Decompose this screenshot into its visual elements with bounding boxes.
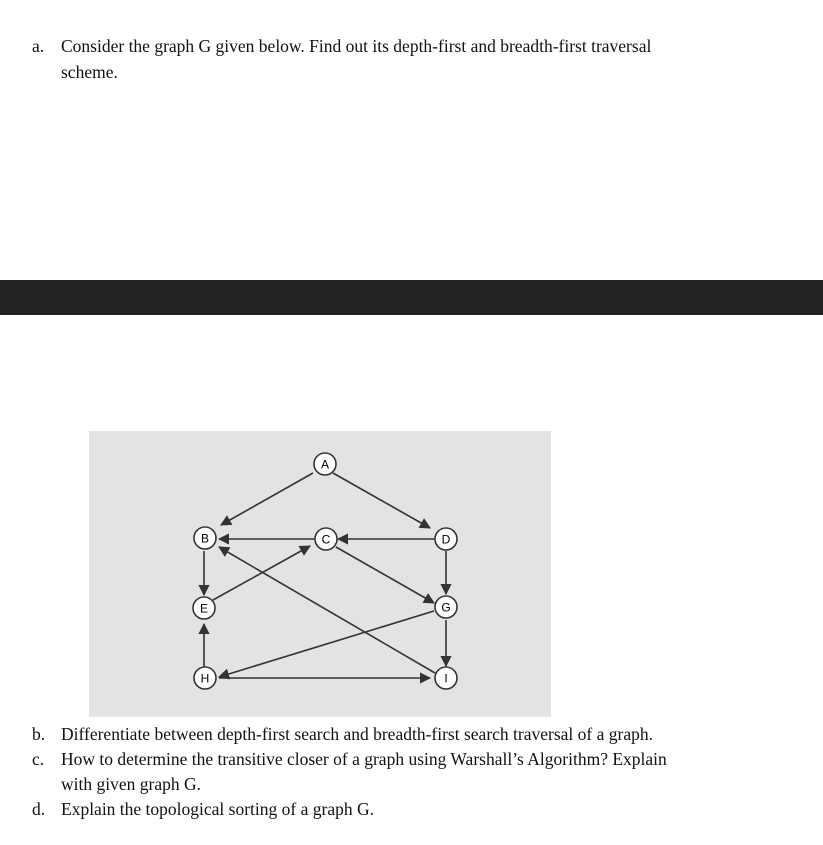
question-a-marker: a. <box>32 36 45 56</box>
node-b <box>194 527 216 549</box>
edge-a-b <box>221 473 313 525</box>
graph-figure <box>89 431 551 717</box>
question-a-text: Consider the graph G given below. Find out its depth-first and breadth-first traversal <box>61 36 652 56</box>
node-a <box>314 453 336 475</box>
edge-c-g <box>336 547 434 603</box>
question-c-text-continued: with given graph G. <box>61 774 201 794</box>
node-h-label: H <box>200 671 210 686</box>
dark-separator-band <box>0 280 823 315</box>
node-d <box>435 528 457 550</box>
question-d-text: Explain the topological sorting of a graph G. <box>61 799 374 819</box>
node-b-label: B <box>200 531 210 546</box>
node-h <box>194 667 216 689</box>
question-d-marker: d. <box>32 799 46 819</box>
question-b-marker: b. <box>32 724 46 744</box>
question-a-text-continued: scheme. <box>61 62 118 82</box>
node-g-label: G <box>441 600 451 615</box>
question-c-marker: c. <box>32 749 45 769</box>
question-c-text: How to determine the transitive closer of a graph using Warshall’s Algorithm? Explain <box>61 749 667 769</box>
node-i-label: I <box>444 671 448 686</box>
node-c-label: C <box>321 532 331 547</box>
edge-i-b <box>219 547 435 673</box>
node-e <box>193 597 215 619</box>
edge-g-h <box>219 611 434 677</box>
node-c <box>315 528 337 550</box>
edge-a-d <box>333 473 430 528</box>
node-d-label: D <box>441 532 451 547</box>
graph-svg <box>89 431 551 717</box>
question-b-text: Differentiate between depth-first search and breadth-first search traversal of a graph. <box>61 724 653 744</box>
node-i <box>435 667 457 689</box>
node-a-label: A <box>320 457 330 472</box>
node-g <box>435 596 457 618</box>
node-e-label: E <box>199 601 209 616</box>
